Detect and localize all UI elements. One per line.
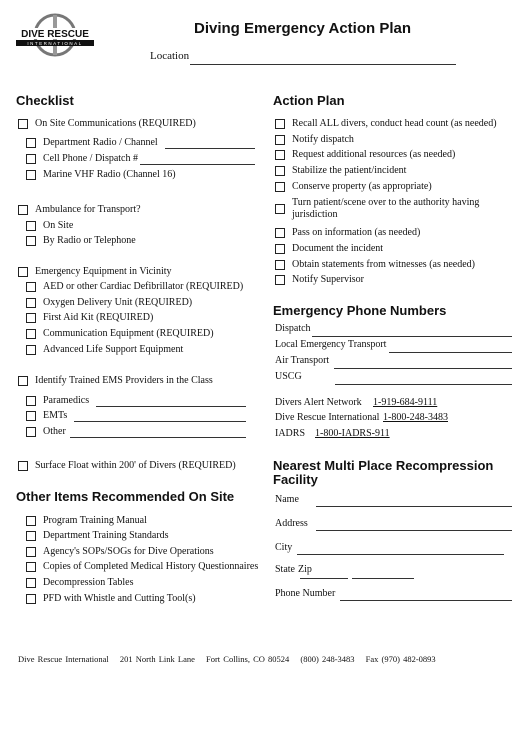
phone-field-label: Air Transport	[275, 355, 330, 366]
action-item[interactable]: Notify Supervisor	[275, 274, 364, 285]
checkbox[interactable]	[26, 531, 36, 541]
other-item[interactable]: Agency's SOPs/SOGs for Dive Operations	[26, 546, 214, 557]
checkbox[interactable]	[26, 170, 36, 180]
footer-phone: (800) 248-3483	[300, 654, 355, 664]
footer-org: Dive Rescue International	[18, 654, 109, 664]
checklist-item[interactable]: Cell Phone / Dispatch #	[26, 153, 138, 164]
dan-label: Divers Alert Network	[275, 397, 362, 408]
checkbox[interactable]	[275, 150, 285, 160]
checkbox[interactable]	[275, 275, 285, 285]
other-item[interactable]: Program Training Manual	[26, 515, 147, 526]
checklist-item[interactable]: Marine VHF Radio (Channel 16)	[26, 169, 176, 180]
emts-field[interactable]	[74, 421, 246, 422]
phone-field-label: USCG	[275, 371, 302, 382]
facility-zip-label: Zip	[298, 564, 312, 575]
footer	[18, 654, 444, 664]
logo-text: DIVE RESCUE	[21, 29, 89, 40]
action-item[interactable]: Obtain statements from witnesses (as needed)	[275, 259, 475, 270]
checkbox[interactable]	[275, 244, 285, 254]
dan-number: 1-919-684-9111	[373, 397, 438, 408]
action-item[interactable]: Conserve property (as appropriate)	[275, 181, 432, 192]
paramedics-field[interactable]	[96, 406, 246, 407]
air-transport-field[interactable]	[334, 368, 512, 369]
checkbox[interactable]	[18, 376, 28, 386]
checkbox[interactable]	[275, 119, 285, 129]
action-item[interactable]: Stabilize the patient/incident	[275, 165, 406, 176]
checkbox[interactable]	[26, 578, 36, 588]
checklist-item[interactable]: Oxygen Delivery Unit (REQUIRED)	[26, 297, 192, 308]
facility-name-label: Name	[275, 494, 299, 505]
footer-address: 201 North Link Lane	[119, 654, 195, 664]
checklist-item[interactable]: Communication Equipment (REQUIRED)	[26, 328, 214, 339]
checklist-group-equipment[interactable]: Emergency Equipment in Vicinity	[18, 266, 172, 277]
checklist-item[interactable]: By Radio or Telephone	[26, 235, 136, 246]
other-items-heading: Other Items Recommended On Site	[16, 489, 235, 504]
other-item[interactable]: PFD with Whistle and Cutting Tool(s)	[26, 593, 196, 604]
checkbox[interactable]	[26, 282, 36, 292]
checkbox[interactable]	[26, 313, 36, 323]
checkbox[interactable]	[26, 154, 36, 164]
checkbox[interactable]	[26, 221, 36, 231]
facility-address-label: Address	[275, 518, 308, 529]
other-item[interactable]: Decompression Tables	[26, 577, 133, 588]
checklist-surface-float[interactable]: Surface Float within 200' of Divers (REQUIRED)	[18, 460, 236, 471]
iadrs-label: IADRS	[275, 428, 306, 439]
footer-fax: Fax (970) 482-0893	[365, 654, 436, 664]
facility-heading: Nearest Multi Place Recompression Facility	[273, 458, 494, 487]
checkbox[interactable]	[18, 205, 28, 215]
checkbox[interactable]	[26, 594, 36, 604]
action-item[interactable]: Document the incident	[275, 243, 383, 254]
checklist-item[interactable]: EMTs	[26, 410, 67, 421]
checkbox[interactable]	[275, 260, 285, 270]
facility-state-label: State	[275, 564, 295, 575]
checkbox[interactable]	[18, 267, 28, 277]
checkbox[interactable]	[26, 547, 36, 557]
checkbox[interactable]	[26, 427, 36, 437]
action-item[interactable]: Turn patient/scene over to the authority having jurisdiction	[275, 197, 502, 221]
local-transport-field[interactable]	[389, 352, 512, 353]
facility-city-field[interactable]	[297, 554, 504, 555]
facility-state-field[interactable]	[300, 578, 348, 579]
checkbox[interactable]	[26, 298, 36, 308]
other-item[interactable]: Department Training Standards	[26, 530, 169, 541]
page-title: Diving Emergency Action Plan	[194, 20, 411, 37]
facility-address-field[interactable]	[316, 530, 512, 531]
checklist-group-ems[interactable]: Identify Trained EMS Providers in the Class	[18, 375, 213, 386]
checklist-heading: Checklist	[16, 93, 74, 108]
checkbox[interactable]	[275, 166, 285, 176]
checklist-group-communications[interactable]: On Site Communications (REQUIRED)	[18, 118, 196, 129]
action-item[interactable]: Notify dispatch	[275, 134, 354, 145]
checklist-item[interactable]: AED or other Cardiac Defibrillator (REQUIRED)	[26, 281, 243, 292]
checklist-item[interactable]: First Aid Kit (REQUIRED)	[26, 312, 153, 323]
checkbox[interactable]	[18, 461, 28, 471]
phones-heading: Emergency Phone Numbers	[273, 303, 447, 318]
dispatch-field[interactable]	[312, 336, 512, 337]
dri-label: Dive Rescue International	[275, 412, 380, 423]
checkbox[interactable]	[275, 182, 285, 192]
dive-rescue-logo	[14, 12, 96, 58]
checkbox[interactable]	[18, 119, 28, 129]
checklist-item[interactable]: Advanced Life Support Equipment	[26, 344, 183, 355]
location-field[interactable]	[190, 64, 456, 65]
facility-city-label: City	[275, 542, 293, 553]
checklist-group-ambulance[interactable]: Ambulance for Transport?	[18, 204, 141, 215]
checkbox[interactable]	[26, 236, 36, 246]
logo-subtext: INTERNATIONAL	[27, 41, 83, 46]
phone-field-label: Dispatch	[275, 323, 311, 334]
facility-phone-field[interactable]	[340, 600, 512, 601]
checkbox[interactable]	[26, 329, 36, 339]
facility-name-field[interactable]	[316, 506, 512, 507]
dri-number: 1-800-248-3483	[383, 412, 448, 423]
checkbox[interactable]	[275, 204, 285, 214]
cell-phone-field[interactable]	[140, 164, 255, 165]
checkbox[interactable]	[275, 135, 285, 145]
checkbox[interactable]	[26, 138, 36, 148]
location-label: Location	[150, 50, 190, 62]
checklist-item[interactable]: Other	[26, 426, 66, 437]
iadrs-number: 1-800-IADRS-911	[315, 428, 390, 439]
other-field[interactable]	[70, 437, 246, 438]
checkbox[interactable]	[275, 228, 285, 238]
facility-phone-label: Phone Number	[275, 588, 336, 599]
other-item[interactable]: Copies of Completed Medical History Questionnaires	[26, 561, 258, 572]
department-radio-field[interactable]	[165, 148, 255, 149]
checklist-item[interactable]: Department Radio / Channel	[26, 137, 158, 148]
phone-field-label: Local Emergency Transport	[275, 339, 387, 350]
checklist-item[interactable]: Paramedics	[26, 395, 89, 406]
uscg-field[interactable]	[335, 384, 512, 385]
action-plan-heading: Action Plan	[273, 93, 345, 108]
action-item[interactable]: Request additional resources (as needed)	[275, 149, 455, 160]
checklist-item[interactable]: On Site	[26, 220, 73, 231]
checkbox[interactable]	[26, 516, 36, 526]
checkbox[interactable]	[26, 396, 36, 406]
action-item[interactable]: Pass on information (as needed)	[275, 227, 420, 238]
facility-zip-field[interactable]	[352, 578, 414, 579]
checkbox[interactable]	[26, 411, 36, 421]
checkbox[interactable]	[26, 562, 36, 572]
checkbox[interactable]	[26, 345, 36, 355]
action-item[interactable]: Recall ALL divers, conduct head count (as needed)	[275, 118, 497, 129]
footer-city: Fort Collins, CO 80524	[206, 654, 290, 664]
